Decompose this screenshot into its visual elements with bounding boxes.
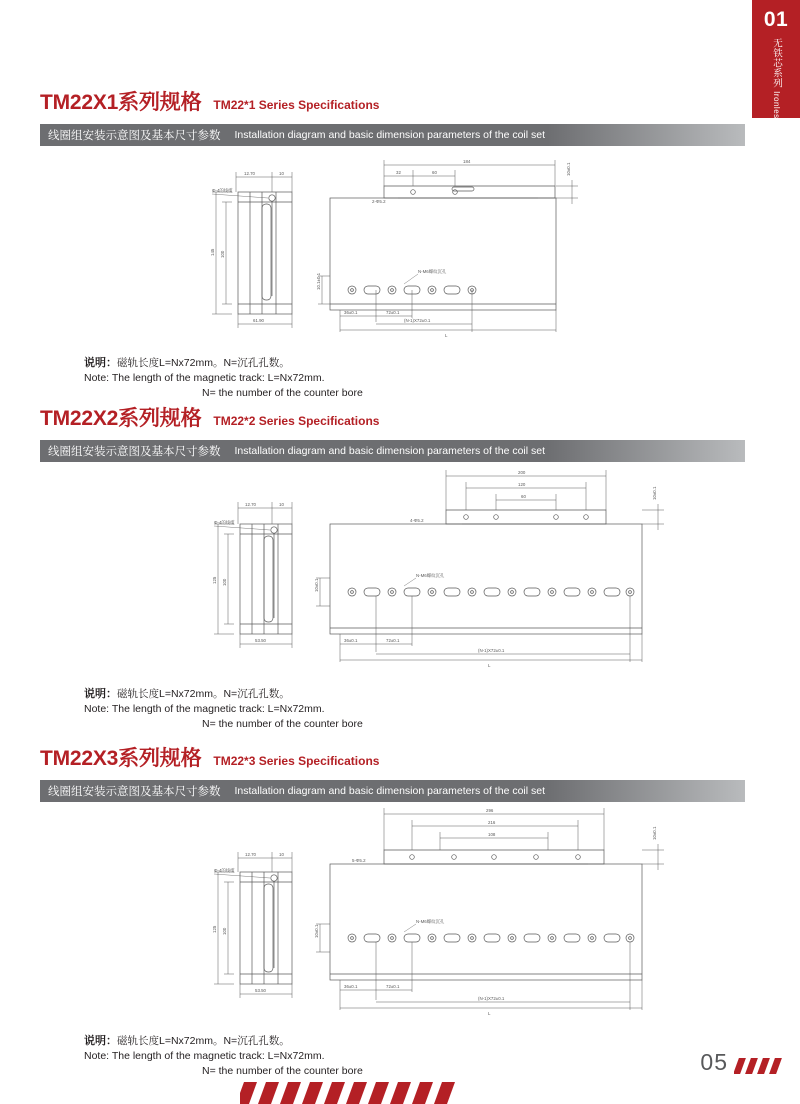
s2-front-dim-right-thick: 10±0.1 (652, 486, 657, 500)
s2-front-dim-left-height: 10±0.1 (314, 578, 319, 592)
section-1-note-cn: 磁轨长度L=Nx72mm。N=沉孔孔数。 (117, 357, 290, 369)
s1-front-dim-right-thick: 10±0.1 (566, 162, 571, 176)
s2-front-dim-chain: (N-1)X72±0.1 (478, 648, 505, 653)
s1-side-dim-6190: 61.90 (253, 318, 264, 323)
s3-front-dim-216: 216 (488, 820, 496, 825)
s3-front-dim-296: 296 (486, 808, 494, 813)
s1-front-dim-32: 32 (396, 170, 401, 175)
s2-front-dim-200: 200 (518, 470, 526, 475)
section-3-heading (0, 742, 800, 772)
s2-side-cable-label: Φ-4的线缆 (214, 520, 235, 525)
section-1-subbar-cn: 线圈组安装示意图及基本尺寸参数 (48, 130, 221, 142)
corner-tab-en-label: Ironless Series (772, 91, 781, 152)
s2-front-dim-60: 60 (521, 494, 526, 499)
s1-front-dim-left-height: 10.1±0.1 (316, 272, 321, 290)
section-1-heading (0, 86, 800, 116)
s3-front-hole-note-mid: N-M6螺纹沉孔 (416, 919, 445, 924)
section-2-note-cn: 磁轨长度L=Nx72mm。N=沉孔孔数。 (117, 688, 290, 700)
section-2-note (84, 687, 800, 732)
section-1-title-en: TM22*1 Series Specifications (213, 98, 380, 112)
s2-side-dim-5350: 53.50 (255, 638, 266, 643)
s3-front-dim-L: L (488, 1011, 491, 1016)
s2-side-dim-10: 10 (279, 502, 284, 507)
s3-side-cable-label: Φ-4的线缆 (214, 868, 235, 873)
footer-slash-decor (734, 1058, 782, 1074)
section-3-note (84, 1034, 800, 1079)
section-3-drawing (0, 802, 800, 1034)
section-3-subbar (40, 780, 745, 802)
section-3-note-en1: Note: The length of the magnetic track: L=Nx72mm. (84, 1050, 325, 1062)
s1-side-dim-100: 100 (220, 250, 225, 258)
section-2-subbar-cn: 线圈组安装示意图及基本尺寸参数 (48, 446, 221, 458)
section-2-heading (0, 402, 800, 432)
s1-front-dim-184: 184 (463, 159, 471, 164)
s3-side-dim-5350: 53.50 (255, 988, 266, 993)
s1-front-dim-72: 72±0.1 (386, 310, 400, 315)
corner-tab-number: 01 (763, 8, 789, 31)
section-2-title-cn: TM22X2系列规格 (40, 407, 202, 430)
section-1-note (84, 356, 800, 401)
section-2-title-en: TM22*2 Series Specifications (213, 414, 380, 428)
section-1-note-en1: Note: The length of the magnetic track: L=Nx72mm. (84, 372, 325, 384)
section-tm22x2 (0, 402, 800, 732)
section-2-subbar (40, 440, 745, 462)
s2-side-dim-125: 125 (212, 576, 217, 584)
page-number: 05 (700, 1049, 728, 1075)
section-tm22x1 (0, 86, 800, 401)
section-1-note-label: 说明： (84, 357, 117, 369)
section-2-note-en1: Note: The length of the magnetic track: L=Nx72mm. (84, 703, 325, 715)
section-2-subbar-en: Installation diagram and basic dimension parameters of the coil set (234, 445, 545, 457)
s2-front-hole-note-top: 4-Φ5.2 (410, 518, 424, 523)
s3-front-dim-72: 72±0.1 (386, 984, 400, 989)
s2-front-dim-120: 120 (518, 482, 526, 487)
s1-front-dim-chain: (N-1)X72±0.1 (404, 318, 431, 323)
section-3-title-en: TM22*3 Series Specifications (213, 754, 380, 768)
s2-side-dim-1270: 12.70 (245, 502, 256, 507)
section-3-note-cn: 磁轨长度L=Nx72mm。N=沉孔孔数。 (117, 1035, 290, 1047)
section-2-note-label: 说明： (84, 688, 117, 700)
s2-front-hole-note-mid: N-M6螺纹沉孔 (416, 573, 445, 578)
s1-side-cable-label: Φ-4的线缆 (212, 188, 233, 193)
s2-front-dim-36: 36±0.1 (344, 638, 358, 643)
bottom-slash-decor (240, 1082, 470, 1104)
section-3-note-label: 说明： (84, 1035, 117, 1047)
section-3-subbar-en: Installation diagram and basic dimension parameters of the coil set (234, 785, 545, 797)
section-1-drawing (0, 146, 800, 356)
section-1-subbar-en: Installation diagram and basic dimension parameters of the coil set (234, 129, 545, 141)
section-3-note-en2: N= the number of the counter bore (202, 1065, 363, 1077)
section-1-note-en2: N= the number of the counter bore (202, 387, 363, 399)
s3-side-dim-10: 10 (279, 852, 284, 857)
section-1-title-cn: TM22X1系列规格 (40, 91, 202, 114)
section-3-title-cn: TM22X3系列规格 (40, 747, 202, 770)
s3-front-dim-36: 36±0.1 (344, 984, 358, 989)
section-2-note-en2: N= the number of the counter bore (202, 718, 363, 730)
section-2-drawing (0, 462, 800, 687)
s1-front-dim-36: 36±0.1 (344, 310, 358, 315)
section-3-subbar-cn: 线圈组安装示意图及基本尺寸参数 (48, 786, 221, 798)
s3-front-hole-note-top: 5-Φ5.2 (352, 858, 366, 863)
s3-front-dim-left-height: 10±0.1 (314, 924, 319, 938)
s1-side-dim-10: 10 (279, 171, 284, 176)
section-tm22x3 (0, 742, 800, 1079)
s1-front-dim-60: 60 (432, 170, 437, 175)
s1-front-hole-note-mid: N-M6螺纹沉孔 (418, 269, 447, 274)
section-1-subbar (40, 124, 745, 146)
corner-tab-cn-label: 无铁芯系列 (771, 38, 782, 88)
s1-front-dim-L: L (445, 333, 448, 338)
s2-side-dim-100: 100 (222, 578, 227, 586)
s3-side-dim-125: 125 (212, 925, 217, 933)
s3-side-dim-100: 100 (222, 927, 227, 935)
s1-front-hole-note-top: 2-Φ5.2 (372, 199, 386, 204)
s1-side-dim-1270: 12.70 (244, 171, 255, 176)
s3-front-dim-right-thick: 10±0.1 (652, 826, 657, 840)
s2-front-dim-72: 72±0.1 (386, 638, 400, 643)
s1-side-dim-145: 145 (210, 248, 215, 256)
s3-front-dim-108: 108 (488, 832, 496, 837)
s3-front-dim-chain: (N-1)X72±0.1 (478, 996, 505, 1001)
s3-side-dim-1270: 12.70 (245, 852, 256, 857)
s2-front-dim-L: L (488, 663, 491, 668)
